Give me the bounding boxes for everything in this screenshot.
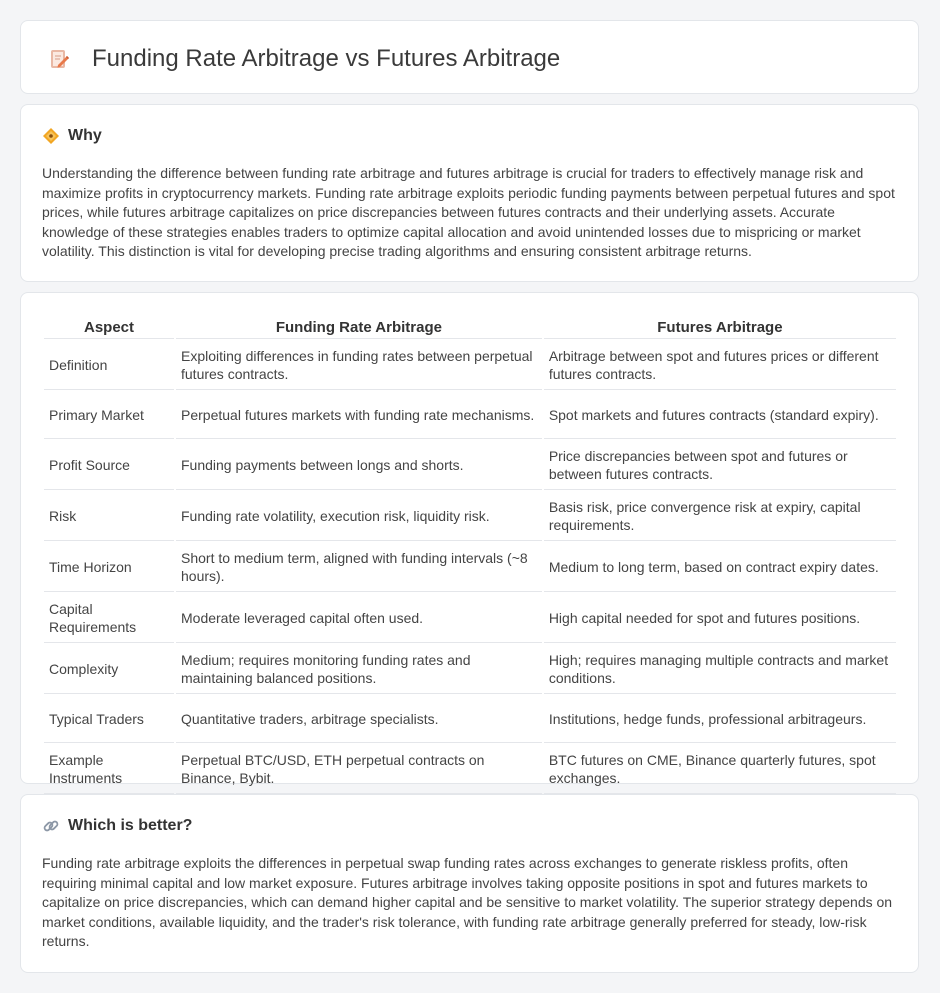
aspect-cell: Time Horizon: [44, 543, 174, 592]
table-row: [44, 645, 896, 694]
table-row: [44, 392, 896, 439]
column-header-futures-arbitrage: Futures Arbitrage: [544, 318, 896, 339]
table-row: [44, 594, 896, 643]
funding-rate-cell: Quantitative traders, arbitrage specialists.: [176, 696, 542, 743]
column-header-aspect: Aspect: [44, 318, 174, 339]
why-heading-row: [42, 125, 102, 147]
funding-rate-cell: Funding rate volatility, execution risk, liquidity risk.: [176, 492, 542, 541]
funding-rate-cell: Funding payments between longs and shorts.: [176, 441, 542, 490]
link-icon: [42, 817, 60, 835]
better-heading: Which is better?: [68, 817, 193, 834]
diamond-icon: [42, 127, 60, 145]
aspect-cell: Typical Traders: [44, 696, 174, 743]
funding-rate-cell: Short to medium term, aligned with funding intervals (~8 hours).: [176, 543, 542, 592]
table-row: [44, 492, 896, 541]
futures-cell: Medium to long term, based on contract expiry dates.: [544, 543, 896, 592]
comparison-table: [42, 316, 898, 796]
which-is-better-section: [20, 794, 919, 973]
futures-cell: Institutions, hedge funds, professional arbitrageurs.: [544, 696, 896, 743]
why-heading: Why: [68, 127, 102, 144]
table-row: [44, 341, 896, 390]
pencil-note-icon: [48, 48, 70, 70]
better-text: Funding rate arbitrage exploits the differences in perpetual swap funding rates across exchanges to generate riskless profits, often requiring minimal capital and low market exposure. Futures arbitrage involves taking opposite positions in spot and futures markets to capitalize on price discrepancies, which can demand higher capital and be sensitive to market volatility. The superior strategy depends on market conditions, available liquidity, and the trader's risk tolerance, with funding rate arbitrage generally preferred for steady, low-risk returns.: [42, 855, 893, 950]
aspect-cell: Definition: [44, 341, 174, 390]
aspect-cell: Capital Requirements: [44, 594, 174, 643]
futures-cell: High capital needed for spot and futures positions.: [544, 594, 896, 643]
why-text: Understanding the difference between funding rate arbitrage and futures arbitrage is crucial for traders to effectively manage risk and maximize profits in cryptocurrency markets. Funding rate arbitrage exploits periodic funding payments between perpetual futures and spot prices, while futures arbitrage capitalizes on price discrepancies between futures contracts and their underlying assets. Accurate knowledge of these strategies enables traders to optimize capital allocation and avoid unintended losses due to mispricing or market volatility. This distinction is vital for developing precise trading algorithms and ensuring consistent arbitrage returns.: [42, 165, 895, 260]
aspect-cell: Risk: [44, 492, 174, 541]
funding-rate-cell: Exploiting differences in funding rates between perpetual futures contracts.: [176, 341, 542, 390]
page-title: Funding Rate Arbitrage vs Futures Arbitrage: [92, 45, 561, 72]
funding-rate-cell: Moderate leveraged capital often used.: [176, 594, 542, 643]
futures-cell: Spot markets and futures contracts (standard expiry).: [544, 392, 896, 439]
better-heading-row: [42, 815, 192, 837]
aspect-cell: Primary Market: [44, 392, 174, 439]
why-section: [20, 104, 919, 282]
table-row: [44, 543, 896, 592]
aspect-cell: Profit Source: [44, 441, 174, 490]
table-row: [44, 745, 896, 794]
table-row: [44, 441, 896, 490]
table-row: [44, 696, 896, 743]
table-header-row: [44, 318, 896, 339]
aspect-cell: Complexity: [44, 645, 174, 694]
title-card: [20, 20, 919, 94]
aspect-cell: Example Instruments: [44, 745, 174, 794]
funding-rate-cell: Medium; requires monitoring funding rates and maintaining balanced positions.: [176, 645, 542, 694]
futures-cell: Price discrepancies between spot and futures or between futures contracts.: [544, 441, 896, 490]
comparison-table-card: [20, 292, 919, 784]
funding-rate-cell: Perpetual BTC/USD, ETH perpetual contracts on Binance, Bybit.: [176, 745, 542, 794]
column-header-funding-rate-arbitrage: Funding Rate Arbitrage: [176, 318, 542, 339]
funding-rate-cell: Perpetual futures markets with funding rate mechanisms.: [176, 392, 542, 439]
futures-cell: Arbitrage between spot and futures prices or different futures contracts.: [544, 341, 896, 390]
futures-cell: BTC futures on CME, Binance quarterly futures, spot exchanges.: [544, 745, 896, 794]
futures-cell: High; requires managing multiple contracts and market conditions.: [544, 645, 896, 694]
futures-cell: Basis risk, price convergence risk at expiry, capital requirements.: [544, 492, 896, 541]
